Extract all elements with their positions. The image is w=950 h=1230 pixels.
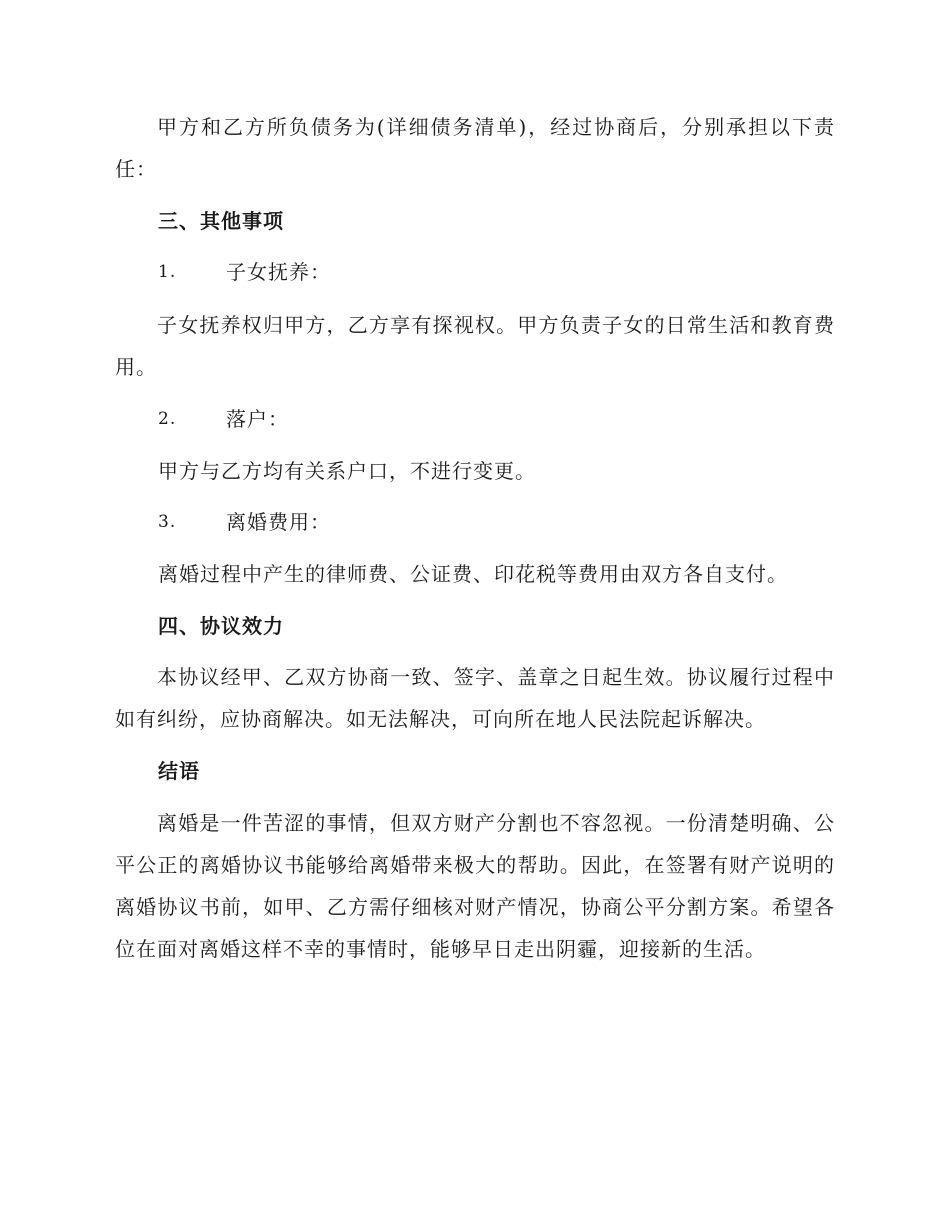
heading-other-matters: 三、其他事项 — [158, 209, 284, 233]
household-paragraph: 甲方与乙方均有关系户口，不进行变更。 — [158, 459, 536, 483]
item-fees — [158, 501, 331, 543]
heading-conclusion: 结语 — [158, 759, 200, 783]
item-custody — [158, 251, 331, 293]
fees-paragraph: 离婚过程中产生的律师费、公证费、印花税等费用由双方各自支付。 — [158, 562, 788, 586]
debt-paragraph: 甲方和乙方所负债务为(详细债务清单)，经过协商后，分别承担以下责任： — [115, 115, 835, 181]
item-household — [158, 398, 289, 440]
item-number: 1. — [158, 262, 177, 282]
item-label: 离婚费用： — [226, 510, 331, 534]
item-number: 2. — [158, 409, 177, 429]
item-label: 落户： — [226, 407, 289, 431]
effect-paragraph: 本协议经甲、乙双方协商一致、签字、盖章之日起生效。协议履行过程中如有纠纷，应协商解决。如无法解决，可向所在地人民法院起诉解决。 — [115, 665, 835, 731]
conclusion-paragraph: 离婚是一件苦涩的事情，但双方财产分割也不容忽视。一份清楚明确、公平公正的离婚协议书能够给离婚带来极大的帮助。因此，在签署有财产说明的离婚协议书前，如甲、乙方需仔细核对财产情况，协商公平分割方案。希望各位在面对离婚这样不幸的事情时，能够早日走出阴霾，迎接新的生活。 — [115, 811, 835, 961]
heading-agreement-effect: 四、协议效力 — [158, 614, 284, 638]
item-label: 子女抚养： — [226, 260, 331, 284]
item-number: 3. — [158, 512, 177, 532]
custody-paragraph: 子女抚养权归甲方，乙方享有探视权。甲方负责子女的日常生活和教育费用。 — [115, 313, 835, 379]
